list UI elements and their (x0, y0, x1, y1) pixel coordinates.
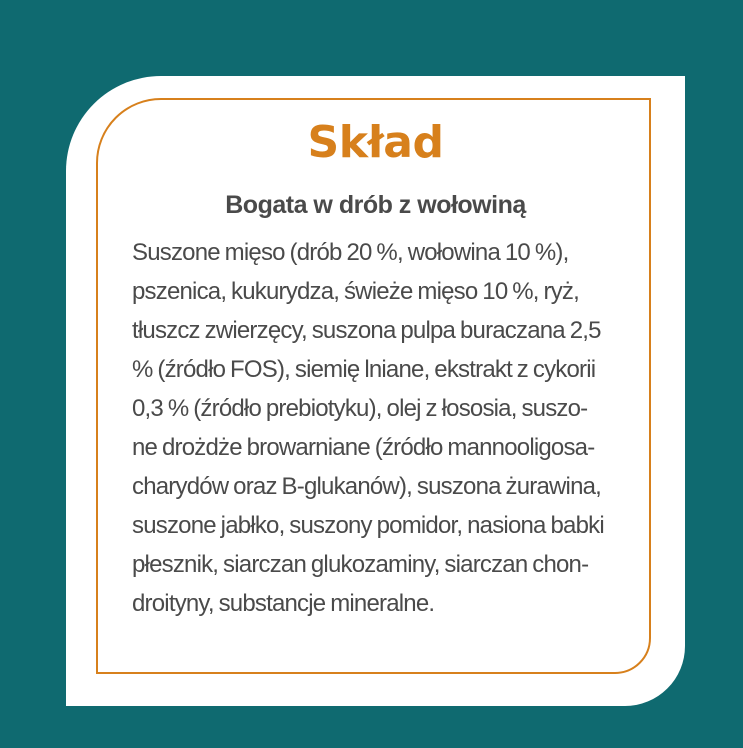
ingredients-line: droityny, substancje mineralne. (132, 590, 435, 617)
ingredients-line: 0,3 % (źródło prebiotyku), olej z łososia, suszo- (132, 395, 588, 422)
ingredients-line: ne drożdże browarniane (źródło mannooligosa- (132, 434, 595, 461)
ingredients-line: suszone jabłko, suszony pomidor, nasiona babki (132, 512, 604, 539)
section-title: Skład (307, 117, 444, 168)
ingredients-line: Suszone mięso (drób 20 %, wołowina 10 %), (132, 239, 569, 266)
ingredients-line: tłuszcz zwierzęcy, suszona pulpa buraczana 2,5 (132, 317, 601, 344)
ingredients-line: płesznik, siarczan glukozaminy, siarczan chon- (132, 551, 589, 578)
ingredients-list (132, 233, 626, 623)
ingredients-card (66, 76, 685, 706)
ingredients-line: charydów oraz B-glukanów), suszona żurawina, (132, 473, 602, 500)
ingredients-line: pszenica, kukurydza, świeże mięso 10 %, ryż, (132, 278, 579, 305)
product-variant-subtitle: Bogata w drób z wołowiną (225, 191, 526, 219)
ingredients-line: % (źródło FOS), siemię lniane, ekstrakt z cykorii (132, 356, 596, 383)
